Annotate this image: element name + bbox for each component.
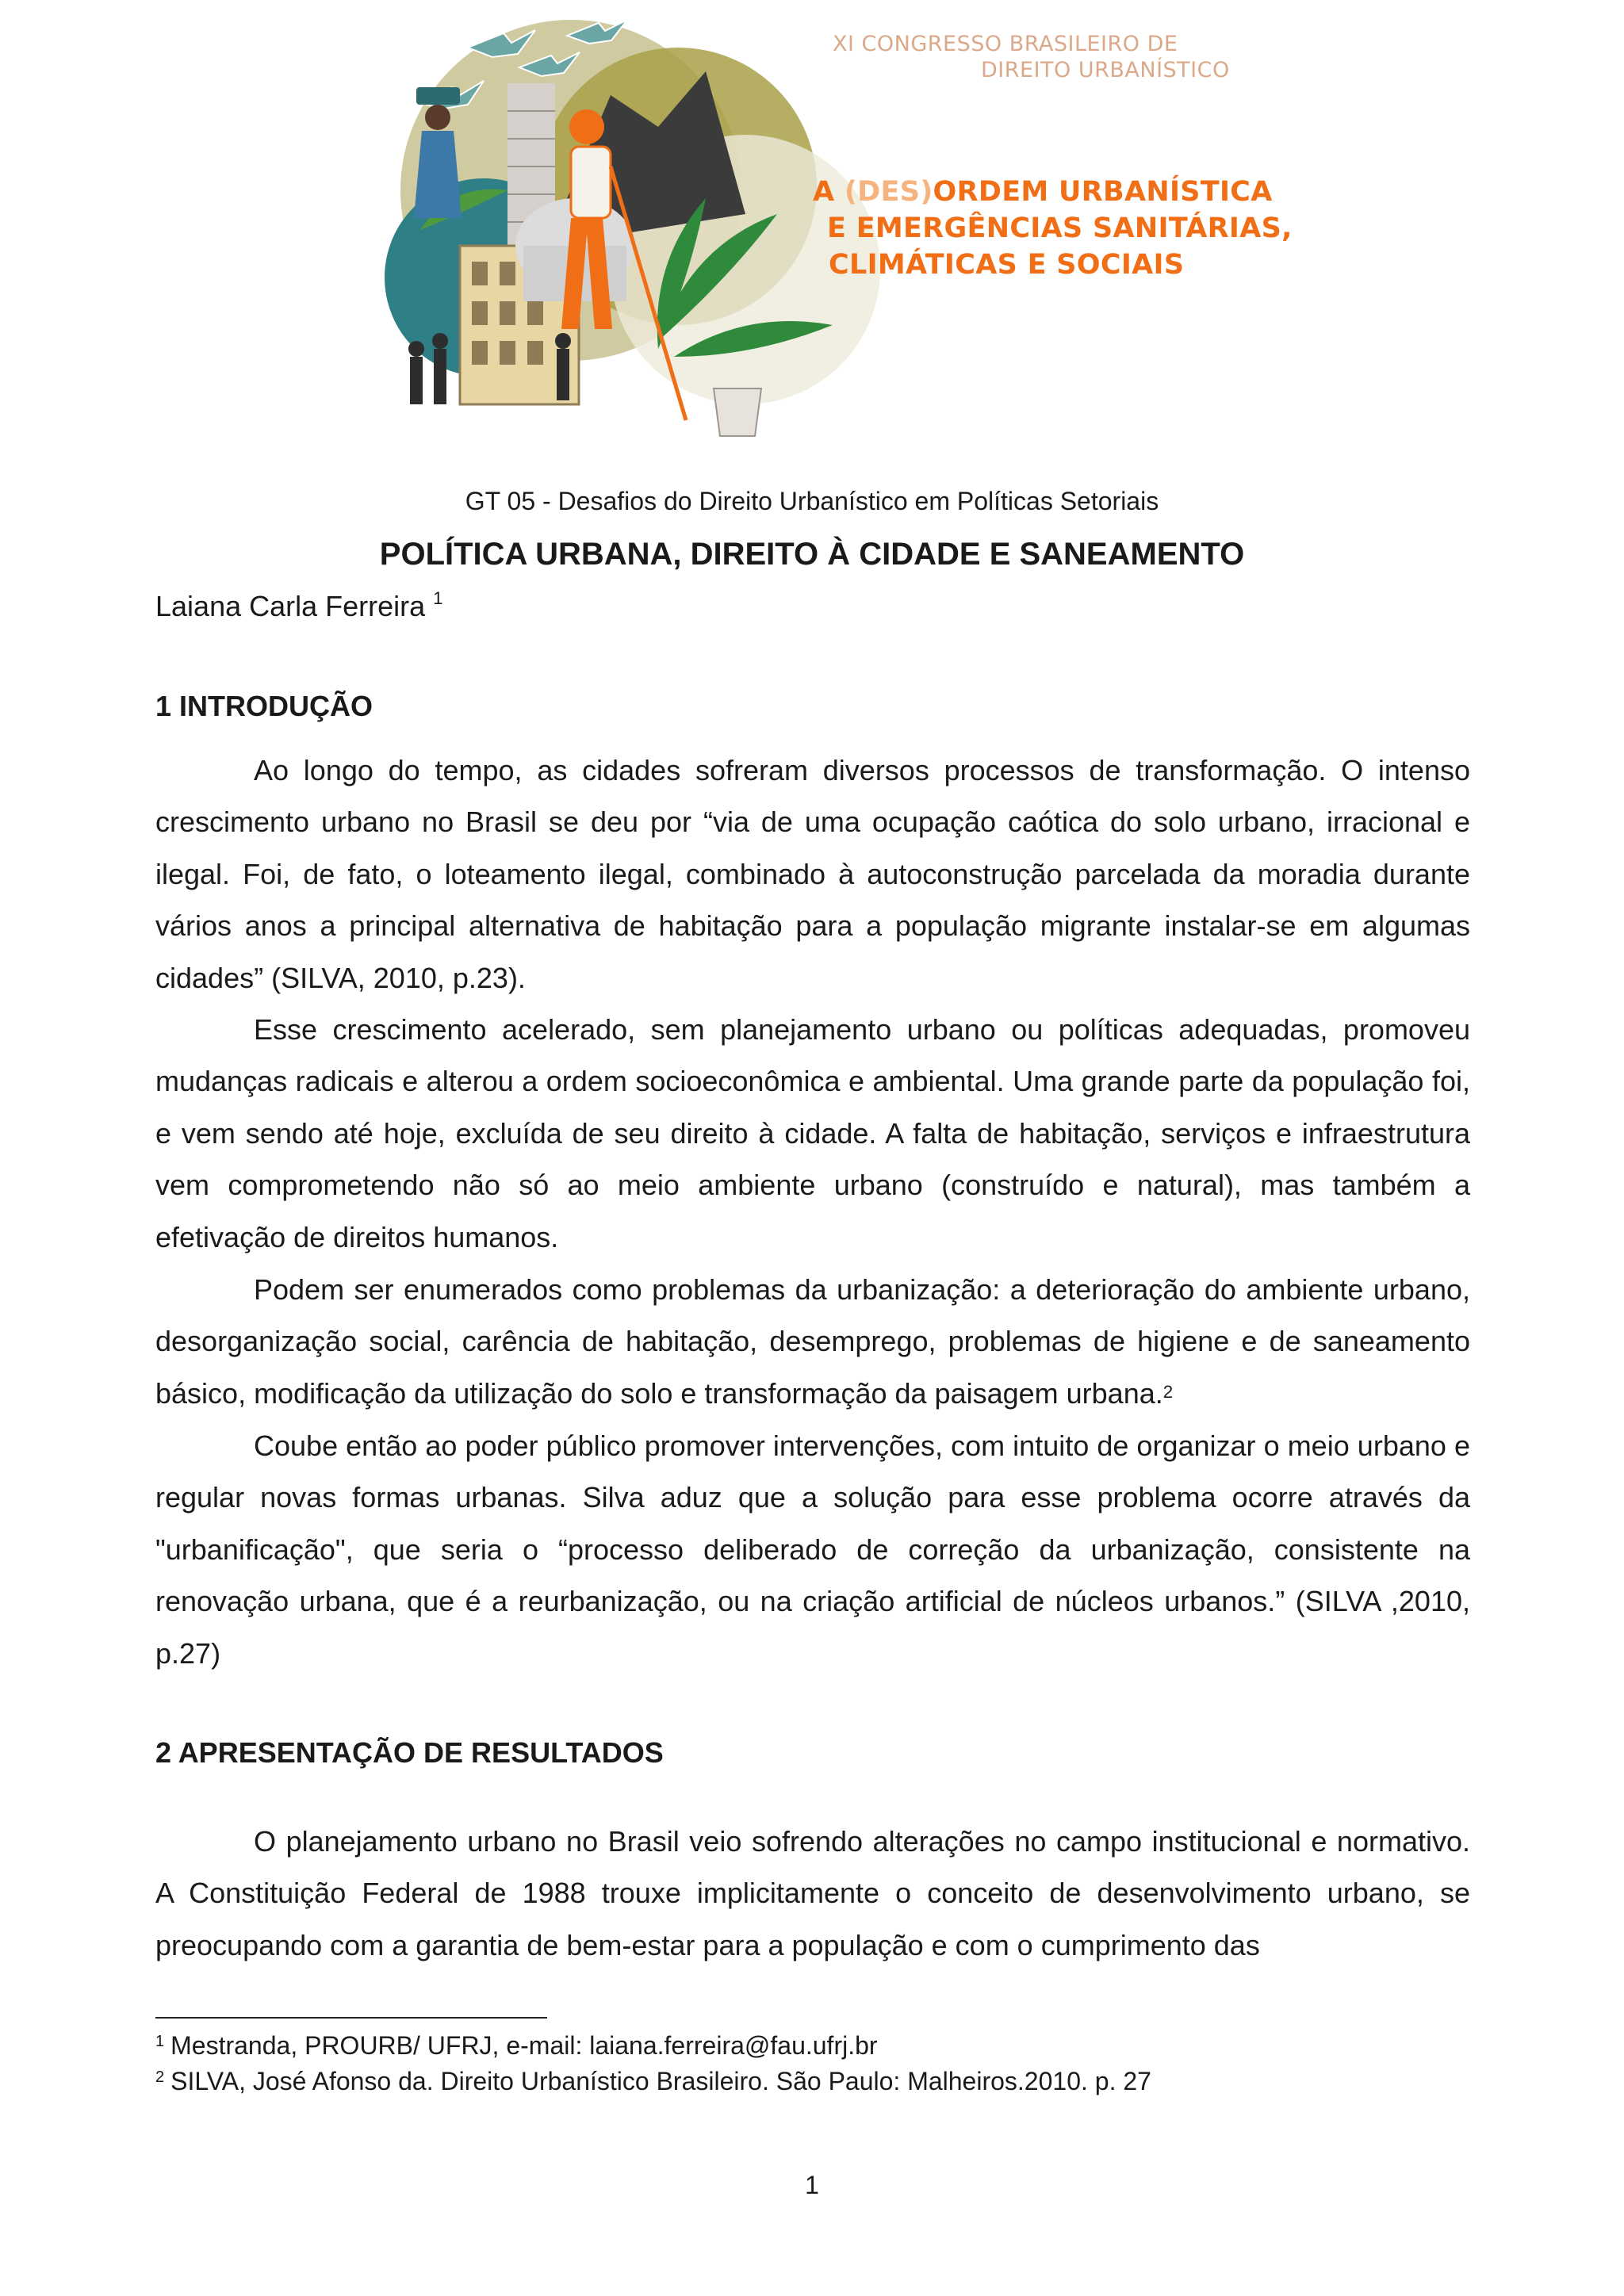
congress-title-line2: DIREITO URBANÍSTICO	[981, 58, 1230, 82]
section-heading-resultados: 2 APRESENTAÇÃO DE RESULTADOS	[155, 1736, 664, 1769]
page-number: 1	[805, 2171, 819, 2199]
author-line	[155, 587, 443, 623]
congress-title-line1: XI CONGRESSO BRASILEIRO DE	[833, 32, 1178, 56]
theme-line2: E EMERGÊNCIAS SANITÁRIAS,	[827, 212, 1293, 244]
footnote-2-text: SILVA, José Afonso da. Direito Urbanístico Brasileiro. São Paulo: Malheiros.2010. p. 27	[170, 2067, 1151, 2095]
footnote-2-number: 2	[155, 2068, 165, 2086]
collage-bucket	[714, 388, 761, 436]
paragraph-1: Ao longo do tempo, as cidades sofreram diversos processos de transformação. O intenso crescimento urbano no Brasil se deu por “via de uma ocupação caótica do solo urbano, irracional e ilegal. Foi, de fato, o loteamento ilegal, combinado à autoconstrução parcelada da moradia durante vários anos a principal alternativa de habitação para a população migrante instalar-se em algumas cidades” (SILVA, 2010, p.23).	[155, 754, 1470, 994]
paragraph-2: Esse crescimento acelerado, sem planejamento urbano ou políticas adequadas, promoveu mudanças radicais e alterou a ordem socioeconômica e ambiental. Uma grande parte da população foi, e vem sendo até hoje, excluída de seu direito à cidade. A falta de habitação, serviços e infraestrutura vem comprometendo não só ao meio ambiente urbano (construído e natural), mas também a efetivação de direitos humanos.	[155, 1013, 1470, 1253]
conference-banner	[0, 0, 1624, 476]
theme-line1-rest: ORDEM URBANÍSTICA	[933, 176, 1273, 208]
footnote-2	[155, 2067, 1151, 2096]
footnote-1	[155, 2031, 878, 2061]
working-group-line: GT 05 - Desafios do Direito Urbanístico em Políticas Setoriais	[465, 487, 1159, 515]
paragraph-3	[155, 1264, 1470, 1419]
paragraph-3-text: Podem ser enumerados como problemas da urbanização: a deterioração do ambiente urbano, desorganização social, carência de habitação, desemprego, problemas de higiene e de saneamento básico, modificação da utilização do solo e transformação da paisagem urbana.	[155, 1273, 1470, 1410]
theme-line1	[813, 176, 1273, 208]
paragraph-3-footnote-ref: 2	[1162, 1381, 1174, 1402]
paper-title: POLÍTICA URBANA, DIREITO À CIDADE E SANEAMENTO	[379, 537, 1245, 572]
theme-line1-prefix: A	[813, 176, 845, 208]
footnote-1-number: 1	[155, 2033, 165, 2050]
paragraph-5: O planejamento urbano no Brasil veio sofrendo alterações no campo institucional e normativo. A Constituição Federal de 1988 trouxe implicitamente o conceito de desenvolvimento urbano, se preocupando com a garantia de bem-estar para a população e com o cumprimento das	[155, 1825, 1470, 1961]
section-heading-introducao: 1 INTRODUÇÃO	[155, 690, 373, 722]
author-footnote-ref: 1	[433, 587, 443, 608]
footnote-1-text: Mestranda, PROURB/ UFRJ, e-mail: laiana.ferreira@fau.ufrj.br	[170, 2031, 878, 2060]
theme-line1-des: (DES)	[844, 176, 933, 208]
author-name: Laiana Carla Ferreira	[155, 590, 426, 622]
theme-line3: CLIMÁTICAS E SOCIAIS	[829, 249, 1185, 281]
paragraph-4: Coube então ao poder público promover intervenções, com intuito de organizar o meio urbano e regular novas formas urbanas. Silva aduz que a solução para esse problema ocorre através da "urbanificação", que seria o “processo deliberado de correção da urbanização, consistente na renovação urbana, que é a reurbanização, ou na criação artificial de núcleos urbanos.” (SILVA ,2010, p.27)	[155, 1429, 1470, 1670]
footnote-divider	[155, 2017, 547, 2019]
